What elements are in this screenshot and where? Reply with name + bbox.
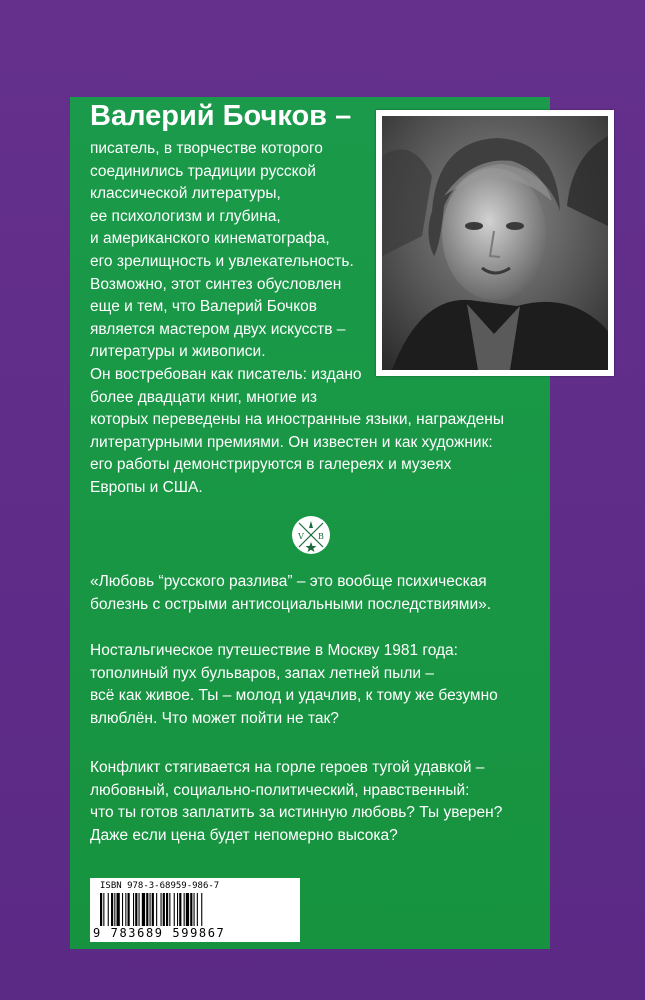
barcode-bar (125, 893, 126, 926)
blurb-paragraph-nostalgia (90, 640, 610, 730)
barcode-bar (201, 893, 202, 926)
isbn-label: ISBN 978-3-68959-986-7 (100, 881, 220, 891)
vb-logo-icon (291, 515, 331, 555)
barcode-bar (177, 893, 178, 926)
blurb-line: всё как живое. Ты – молод и удачлив, к тому же безумно (90, 687, 498, 705)
bio-line: его зрелищность и увлекательность. (90, 252, 354, 270)
bio-line: писатель, в творчестве которого (90, 140, 323, 157)
barcode-bar (156, 893, 157, 926)
blurb-line: влюблён. Что может пойти не так? (90, 709, 339, 727)
ean-digits: 9 783689 599867 (93, 926, 226, 940)
author-heading: Валерий Бочков – (90, 100, 352, 132)
blurb-line: Даже если цена будет непомерно высока? (90, 826, 398, 844)
quote-line: «Любовь “русского разлива” – это вообще психическая (90, 573, 487, 590)
bio-line: литературными премиями. Он известен и как художник: (90, 433, 493, 451)
bio-line: его работы демонстрируются в галереях и музеях (90, 456, 452, 474)
bio-line: ее психологизм и глубина, (90, 207, 281, 225)
bio-line: литературы и живописи. (90, 343, 266, 361)
quote-line: болезнь с острыми антисоциальными последствиями». (90, 595, 492, 613)
barcode-bar (174, 893, 175, 926)
bio-line: еще и тем, что Валерий Бочков (90, 298, 318, 316)
barcode-bar (111, 893, 113, 926)
author-bio (90, 138, 540, 500)
barcode-bar (190, 893, 192, 926)
barcode-bar (169, 893, 170, 926)
bio-line: является мастером двух искусств – (90, 320, 346, 338)
bio-line: более двадцати книг, многие из (90, 388, 317, 406)
bio-line: классической литературы, (90, 185, 281, 203)
barcode-bars (100, 893, 292, 926)
barcode-bar (197, 893, 198, 926)
barcode-bar (186, 893, 189, 926)
barcode-bar (184, 893, 185, 926)
bio-line: которых переведены на иностранные языки, награждены (90, 411, 504, 429)
barcode-bar (179, 893, 181, 926)
barcode-bar (128, 893, 130, 926)
bio-line: Возможно, этот синтез обусловлен (90, 275, 342, 293)
blurb-line: Ностальгическое путешествие в Москву 1981 года: (90, 642, 458, 659)
book-quote (90, 571, 610, 616)
bio-line: Он востребован как писатель: издано (90, 365, 362, 383)
blurb-line: тополиный пух бульваров, запах летней пыли – (90, 664, 434, 682)
barcode-bar (166, 893, 168, 926)
bio-line: соединились традиции русской (90, 162, 316, 180)
barcode-bar (100, 893, 102, 926)
barcode-bar (103, 893, 104, 926)
blurb-line: Конфликт стягивается на горле героев тугой удавкой – (90, 759, 485, 776)
barcode-bar (139, 893, 140, 926)
barcode-bar (163, 893, 165, 926)
blurb-paragraph-conflict (90, 757, 610, 847)
barcode-bar (161, 893, 162, 926)
bio-line: и американского кинематографа, (90, 230, 330, 248)
barcode-bar (133, 893, 134, 926)
blurb-line: что ты готов заплатить за истинную любовь? Ты уверен? (90, 804, 503, 822)
barcode-bar (108, 893, 109, 926)
barcode-bar (150, 893, 151, 926)
bio-line: Европы и США. (90, 478, 203, 496)
barcode-bar (122, 893, 123, 926)
logo-letter-v: V (298, 532, 304, 541)
barcode-bar (117, 893, 120, 926)
logo-letter-b: B (318, 532, 324, 541)
barcode-bar (114, 893, 115, 926)
barcode-bar (146, 893, 148, 926)
barcode-bar (135, 893, 137, 926)
isbn-barcode (90, 878, 300, 942)
barcode-bar (142, 893, 145, 926)
blurb-line: любовный, социально-политический, нравственный: (90, 781, 470, 799)
barcode-bar (194, 893, 195, 926)
barcode-bar (152, 893, 154, 926)
